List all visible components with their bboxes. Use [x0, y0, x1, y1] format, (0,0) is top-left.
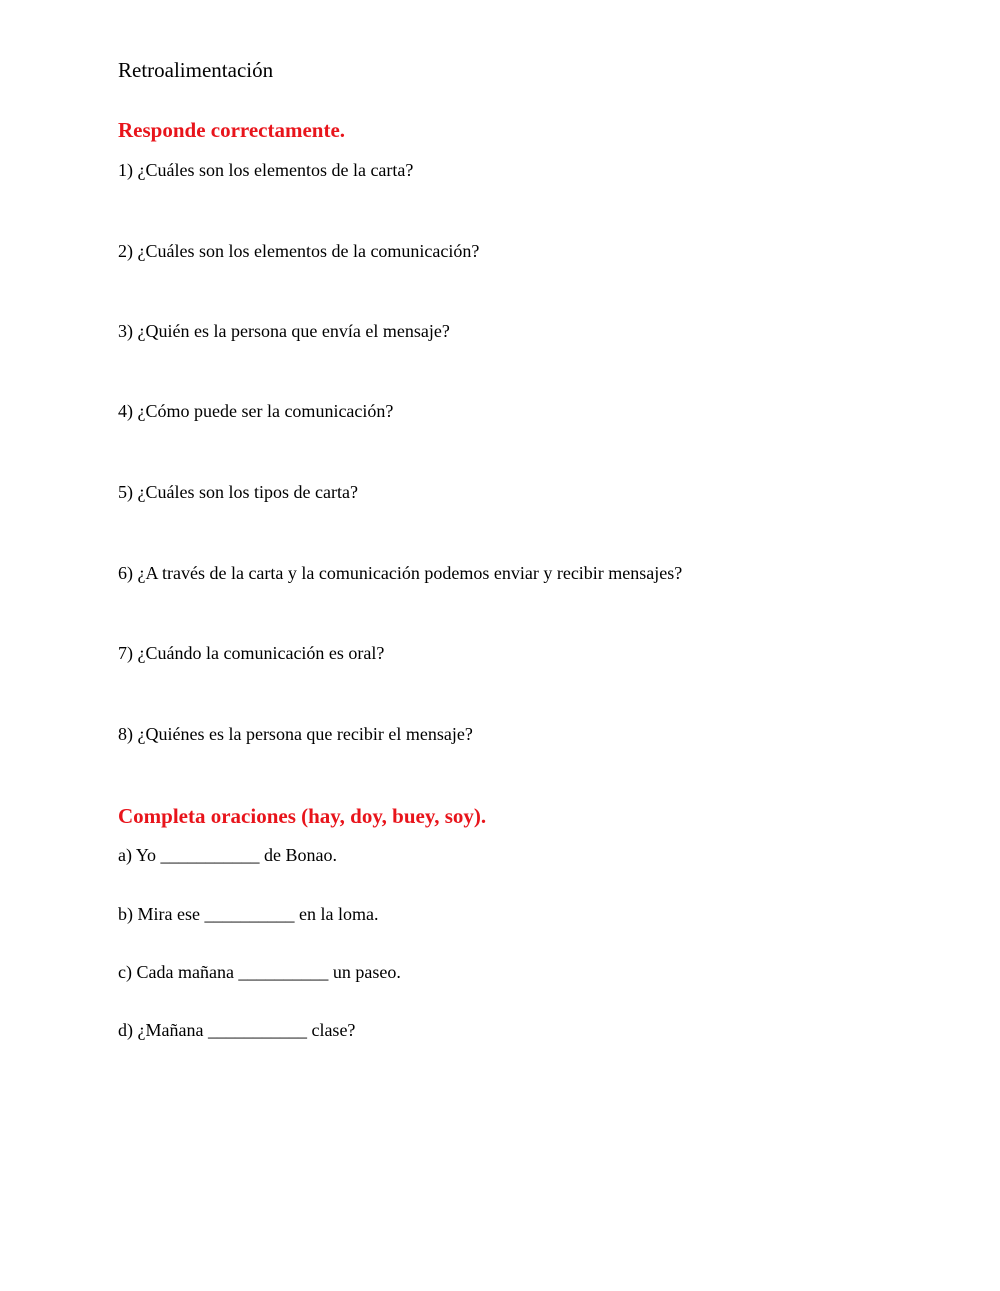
document-title: Retroalimentación	[118, 58, 274, 82]
question-8: 8) ¿Quiénes es la persona que recibir el mensaje?	[118, 724, 473, 744]
sentence-c: c) Cada mañana __________ un paseo.	[118, 962, 401, 982]
section-heading-responde: Responde correctamente.	[118, 118, 346, 142]
sentence-b: b) Mira ese __________ en la loma.	[118, 904, 379, 924]
sentence-a: a) Yo ___________ de Bonao.	[118, 845, 337, 865]
question-1: 1) ¿Cuáles son los elementos de la carta?	[118, 160, 414, 180]
question-3: 3) ¿Quién es la persona que envía el mensaje?	[118, 321, 450, 341]
question-7: 7) ¿Cuándo la comunicación es oral?	[118, 643, 385, 663]
question-5: 5) ¿Cuáles son los tipos de carta?	[118, 482, 358, 502]
question-2: 2) ¿Cuáles son los elementos de la comunicación?	[118, 241, 480, 261]
section-heading-completa: Completa oraciones (hay, doy, buey, soy).	[118, 804, 487, 828]
question-6: 6) ¿A través de la carta y la comunicación podemos enviar y recibir mensajes?	[118, 563, 683, 583]
sentence-d: d) ¿Mañana ___________ clase?	[118, 1020, 356, 1040]
question-4: 4) ¿Cómo puede ser la comunicación?	[118, 401, 394, 421]
